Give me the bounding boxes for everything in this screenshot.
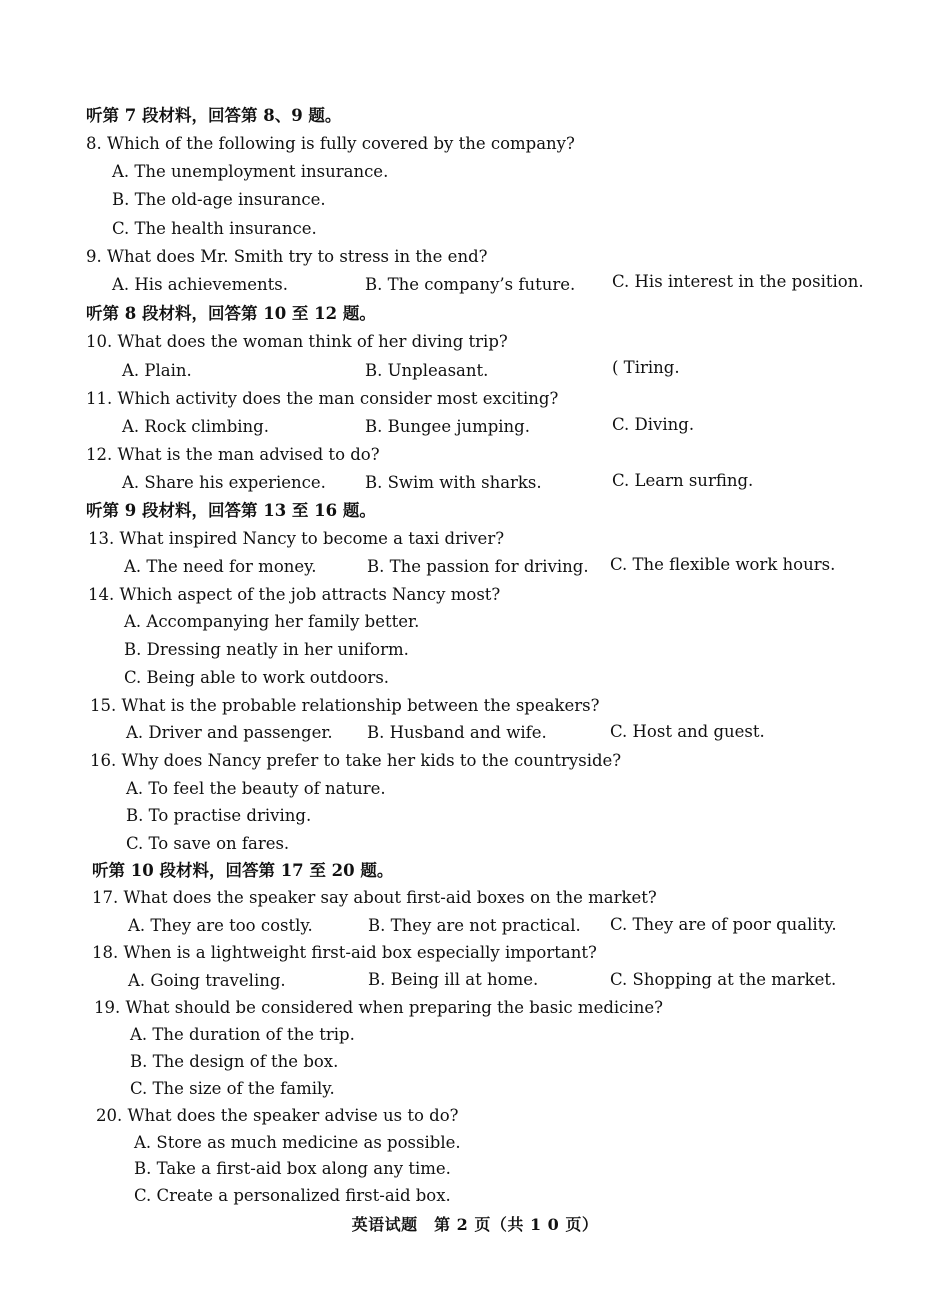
option-c: C. The size of the family. xyxy=(130,1079,335,1098)
option-c: C. To save on fares. xyxy=(126,834,290,853)
section-header: 听第 8 段材料，回答第 10 至 12 题。 xyxy=(86,304,376,323)
page-footer: 英语试题 第 2 页（共 1 0 页） xyxy=(351,1215,599,1234)
option-c: ( Tiring. xyxy=(612,358,680,377)
question-stem: 10. What does the woman think of her diving trip? xyxy=(86,332,508,351)
option-a: A. They are too costly. xyxy=(128,916,313,935)
option-b: B. The company’s future. xyxy=(365,275,576,294)
option-c: C. The flexible work hours. xyxy=(610,555,836,574)
question-stem: 11. Which activity does the man consider most exciting? xyxy=(86,389,559,408)
option-a: A. Plain. xyxy=(122,361,192,380)
option-b: B. Being ill at home. xyxy=(368,970,539,989)
question-stem: 14. Which aspect of the job attracts Nancy most? xyxy=(88,585,501,604)
question-stem: 8. Which of the following is fully covered by the company? xyxy=(86,134,575,153)
section-header: 听第 9 段材料，回答第 13 至 16 题。 xyxy=(86,501,376,520)
option-a: A. His achievements. xyxy=(112,275,288,294)
option-c: C. Learn surfing. xyxy=(612,471,754,490)
option-a: A. To feel the beauty of nature. xyxy=(126,779,386,798)
option-b: B. The design of the box. xyxy=(130,1052,339,1071)
section-header: 听第 10 段材料，回答第 17 至 20 题。 xyxy=(92,861,394,880)
option-a: A. The unemployment insurance. xyxy=(112,162,389,181)
question-stem: 9. What does Mr. Smith try to stress in the end? xyxy=(86,247,488,266)
option-b: B. To practise driving. xyxy=(126,806,312,825)
question-stem: 15. What is the probable relationship between the speakers? xyxy=(90,696,600,715)
question-stem: 17. What does the speaker say about first-aid boxes on the market? xyxy=(92,888,657,907)
option-c: C. Host and guest. xyxy=(610,722,765,741)
option-c: C. They are of poor quality. xyxy=(610,915,837,934)
option-a: A. Rock climbing. xyxy=(122,417,269,436)
option-c: C. Being able to work outdoors. xyxy=(124,668,390,687)
option-b: B. The passion for driving. xyxy=(367,557,589,576)
option-c: C. Shopping at the market. xyxy=(610,970,837,989)
option-a: A. Accompanying her family better. xyxy=(124,612,420,631)
option-b: B. They are not practical. xyxy=(368,916,581,935)
question-stem: 12. What is the man advised to do? xyxy=(86,445,380,464)
option-c: C. Diving. xyxy=(612,415,695,434)
option-c: C. Create a personalized first-aid box. xyxy=(134,1186,451,1205)
option-b: B. Unpleasant. xyxy=(365,361,489,380)
question-stem: 16. Why does Nancy prefer to take her kids to the countryside? xyxy=(90,751,622,770)
question-stem: 20. What does the speaker advise us to do? xyxy=(96,1106,459,1125)
option-b: B. Swim with sharks. xyxy=(365,473,542,492)
option-a: A. The duration of the trip. xyxy=(130,1025,355,1044)
option-b: B. The old-age insurance. xyxy=(112,190,326,209)
option-b: B. Husband and wife. xyxy=(367,723,547,742)
option-b: B. Bungee jumping. xyxy=(365,417,530,436)
option-b: B. Take a first-aid box along any time. xyxy=(134,1159,451,1178)
option-a: A. Store as much medicine as possible. xyxy=(134,1133,461,1152)
option-a: A. Going traveling. xyxy=(128,971,286,990)
question-stem: 13. What inspired Nancy to become a taxi driver? xyxy=(88,529,505,548)
question-stem: 18. When is a lightweight first-aid box especially important? xyxy=(92,943,597,962)
option-a: A. Share his experience. xyxy=(122,473,326,492)
option-b: B. Dressing neatly in her uniform. xyxy=(124,640,409,659)
option-c: C. His interest in the position. xyxy=(612,272,864,291)
section-header: 听第 7 段材料，回答第 8、9 题。 xyxy=(86,106,342,125)
option-c: C. The health insurance. xyxy=(112,219,317,238)
option-a: A. Driver and passenger. xyxy=(126,723,333,742)
option-a: A. The need for money. xyxy=(124,557,317,576)
question-stem: 19. What should be considered when preparing the basic medicine? xyxy=(94,998,663,1017)
